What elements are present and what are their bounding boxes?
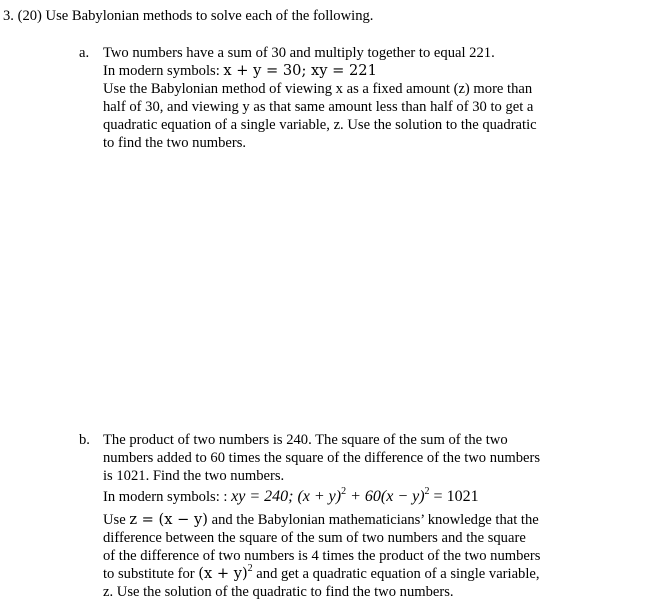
part-b-exponent-3: 2 [247,563,253,575]
part-a-line-4: half of 30, and viewing y as that same amount less than half of 30 to get a [103,99,534,115]
part-a-line-2 [103,62,377,80]
part-a-symbols-prefix: In modern symbols: [103,63,224,79]
part-b-line-9: z. Use the solution of the quadratic to find the two numbers. [103,584,454,600]
part-b-exponent-2: 2 [424,486,430,498]
part-b-line-8-suffix: and get a quadratic equation of a single variable, [252,566,540,582]
part-b-line-1: The product of two numbers is 240. The square of the sum of the two [103,432,508,448]
part-b-equation-product: xy = 240; [231,488,298,505]
part-b-sum-expression: (x + y) [198,565,248,582]
part-b-line-7: of the difference of two numbers is 4 times the product of the two numbers [103,548,541,564]
part-b-equation-result: = 1021 [429,488,479,505]
part-b-label: b. [79,432,90,448]
part-a-line-6: to find the two numbers. [103,135,247,151]
part-a-equation: x + y = 30; xy = 221 [223,62,377,79]
part-b-line-5-suffix: and the Babylonian mathematicians’ knowledge that the [207,512,539,528]
part-b-equation-diff-square: + 60(x − y) [346,488,425,505]
part-a-line-1: Two numbers have a sum of 30 and multiply together to equal 221. [103,45,495,61]
part-b-equation-sum-square: (x + y) [297,488,342,505]
part-b-line-4 [103,488,479,506]
part-b-line-8 [103,565,540,583]
part-b-line-8-prefix: to substitute for [103,566,199,582]
part-a-line-3: Use the Babylonian method of viewing x as a fixed amount (z) more than [103,81,533,97]
question-header: 3. (20) Use Babylonian methods to solve each of the following. [3,8,374,24]
part-b-line-2: numbers added to 60 times the square of the difference of the two numbers [103,450,541,466]
part-b-symbols-prefix: In modern symbols: : [103,489,232,505]
part-b-line-5-prefix: Use [103,512,130,528]
part-b-line-5 [103,511,539,529]
part-a-label: a. [79,45,90,61]
part-a-line-5: quadratic equation of a single variable, z. Use the solution to the quadratic [103,117,537,133]
part-b-exponent-1: 2 [341,486,347,498]
part-b-line-3: is 1021. Find the two numbers. [103,468,285,484]
part-b-z-definition: z = (x − y) [129,511,208,528]
part-b-line-6: difference between the square of the sum of two numbers and the square [103,530,526,546]
